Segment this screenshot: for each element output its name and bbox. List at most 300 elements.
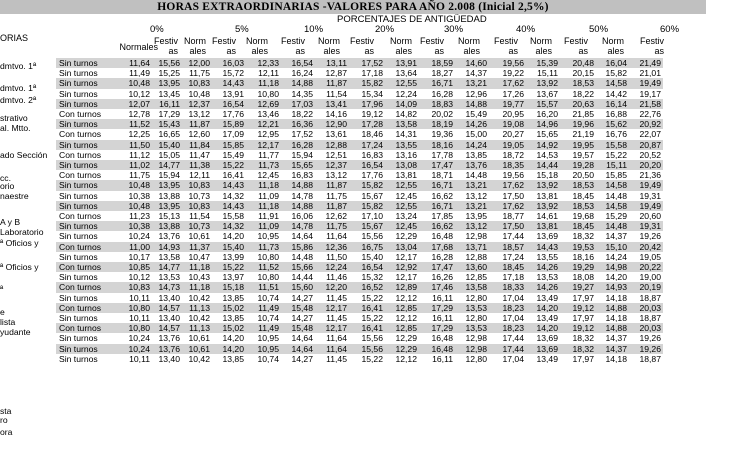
rate-cell: 16,28 xyxy=(419,89,455,99)
table-row xyxy=(56,119,663,129)
category-label: strativo xyxy=(0,113,28,123)
rate-cell: 10,83 xyxy=(182,180,212,190)
rate-cell: 17,97 xyxy=(560,293,596,303)
column-header-8-line-0: Norm xyxy=(390,36,412,46)
table-row xyxy=(56,231,663,241)
table-row xyxy=(56,68,663,78)
rate-cell: 14,57 xyxy=(152,323,182,333)
rate-cell: 14,93 xyxy=(596,282,629,292)
table-subtitle: PORCENTAJES DE ANTIGÜEDAD xyxy=(337,14,487,25)
rate-cell: 18,33 xyxy=(489,282,526,292)
rate-cell: 14,18 xyxy=(596,313,629,323)
rate-cell: 13,95 xyxy=(152,201,182,211)
rate-cell: 15,13 xyxy=(152,211,182,221)
column-header-3-line-1: as xyxy=(226,46,236,56)
rate-cell: 10,48 xyxy=(182,89,212,99)
rate-cell: 17,47 xyxy=(419,262,455,272)
rate-cell: 17,52 xyxy=(281,129,315,139)
shift-type-cell: Sin turnos xyxy=(56,221,108,231)
shift-type-cell: Sin turnos xyxy=(56,58,108,68)
rate-cell: 12,88 xyxy=(455,252,489,262)
rate-cell: 15,60 xyxy=(281,282,315,292)
rate-cell: 12,00 xyxy=(182,58,212,68)
rate-cell: 13,49 xyxy=(526,293,560,303)
rate-cell: 16,28 xyxy=(281,140,315,150)
rate-cell: 17,85 xyxy=(419,211,455,221)
rate-cell: 18,32 xyxy=(560,344,596,354)
rate-cell: 12,85 xyxy=(455,272,489,282)
rate-cell: 15,62 xyxy=(596,119,629,129)
rate-cell: 16,11 xyxy=(419,313,455,323)
rate-cell: 20,63 xyxy=(560,99,596,109)
rate-cell: 16,04 xyxy=(596,58,629,68)
rate-cell: 15,82 xyxy=(349,201,385,211)
rate-cell: 15,49 xyxy=(212,150,246,160)
rate-cell: 14,16 xyxy=(315,109,349,119)
shift-type-cell: Sin turnos xyxy=(56,119,108,129)
rate-cell: 12,60 xyxy=(182,129,212,139)
category-label: dmtvo. 1ª xyxy=(0,83,37,93)
rate-cell: 14,37 xyxy=(596,333,629,343)
rate-cell: 12,24 xyxy=(385,89,419,99)
column-header-7-line-0: Festiv xyxy=(349,36,374,46)
rate-cell: 18,27 xyxy=(419,68,455,78)
column-header-13-line-0: Festiv xyxy=(563,36,588,46)
rate-cell: 22,76 xyxy=(629,109,663,119)
shift-type-cell: Sin turnos xyxy=(56,231,108,241)
category-label: ro xyxy=(0,415,8,425)
rate-cell: 18,72 xyxy=(489,150,526,160)
rate-cell: 17,62 xyxy=(489,78,526,88)
table-row xyxy=(56,201,663,211)
rate-cell: 13,04 xyxy=(385,242,419,252)
rate-cell: 14,18 xyxy=(596,293,629,303)
rate-cell: 17,03 xyxy=(281,99,315,109)
rate-cell: 13,40 xyxy=(152,354,182,364)
table-row xyxy=(56,252,663,262)
rate-cell: 17,24 xyxy=(489,252,526,262)
rate-cell: 17,10 xyxy=(349,211,385,221)
rate-cell: 20,03 xyxy=(629,323,663,333)
rate-cell: 19,95 xyxy=(560,140,596,150)
percentage-header-5: 5% xyxy=(235,24,249,35)
rate-cell: 16,24 xyxy=(281,68,315,78)
rate-cell: 13,58 xyxy=(385,119,419,129)
rate-cell: 13,88 xyxy=(152,191,182,201)
rate-cell: 14,64 xyxy=(281,344,315,354)
rate-cell: 12,17 xyxy=(315,323,349,333)
rate-cell: 19,12 xyxy=(349,109,385,119)
rate-cell: 11,18 xyxy=(246,201,281,211)
rate-cell: 13,12 xyxy=(455,191,489,201)
rate-cell: 18,32 xyxy=(560,333,596,343)
rate-cell: 12,80 xyxy=(455,354,489,364)
rate-cell: 15,05 xyxy=(152,150,182,160)
rate-cell: 11,75 xyxy=(315,191,349,201)
rate-cell: 18,45 xyxy=(560,191,596,201)
rate-cell: 14,48 xyxy=(281,252,315,262)
rate-cell: 11,50 xyxy=(108,140,152,150)
rate-cell: 18,35 xyxy=(489,160,526,170)
column-header-1-line-1: as xyxy=(168,46,178,56)
rate-cell: 20,42 xyxy=(629,242,663,252)
rate-cell: 13,92 xyxy=(526,180,560,190)
rate-cell: 13,97 xyxy=(212,272,246,282)
rate-cell: 17,46 xyxy=(419,282,455,292)
rate-cell: 13,69 xyxy=(526,333,560,343)
rate-cell: 17,96 xyxy=(349,99,385,109)
rate-cell: 14,58 xyxy=(596,78,629,88)
rate-cell: 12,29 xyxy=(385,344,419,354)
rate-cell: 18,87 xyxy=(629,354,663,364)
rate-cell: 19,56 xyxy=(489,58,526,68)
table-row xyxy=(56,272,663,282)
column-header-0-line-0: Normales xyxy=(119,42,158,52)
rate-cell: 11,50 xyxy=(315,252,349,262)
rate-cell: 16,41 xyxy=(349,303,385,313)
rate-cell: 15,56 xyxy=(152,58,182,68)
rate-cell: 20,20 xyxy=(629,160,663,170)
rate-cell: 20,02 xyxy=(419,109,455,119)
rate-cell: 14,20 xyxy=(526,323,560,333)
rate-cell: 10,42 xyxy=(182,293,212,303)
column-header-12-line-0: Norm xyxy=(530,36,552,46)
table-row xyxy=(56,129,663,139)
rate-cell: 12,55 xyxy=(385,78,419,88)
rate-cell: 15,94 xyxy=(281,150,315,160)
table-row xyxy=(56,170,663,180)
rate-cell: 13,40 xyxy=(152,313,182,323)
rate-cell: 10,95 xyxy=(246,333,281,343)
rate-cell: 14,09 xyxy=(385,99,419,109)
rate-cell: 10,24 xyxy=(108,231,152,241)
rate-cell: 14,43 xyxy=(212,180,246,190)
rate-cell: 12,45 xyxy=(246,170,281,180)
rate-cell: 13,45 xyxy=(152,89,182,99)
rate-cell: 21,58 xyxy=(629,99,663,109)
rate-cell: 16,11 xyxy=(419,354,455,364)
rate-cell: 11,13 xyxy=(182,323,212,333)
rate-cell: 13,21 xyxy=(455,180,489,190)
rate-cell: 18,45 xyxy=(489,262,526,272)
rate-cell: 15,85 xyxy=(212,140,246,150)
rate-cell: 14,48 xyxy=(455,170,489,180)
rate-cell: 14,43 xyxy=(212,201,246,211)
column-header-15-line-1: as xyxy=(654,46,664,56)
category-label: A y B xyxy=(0,217,21,227)
rate-cell: 15,10 xyxy=(596,242,629,252)
rate-cell: 19,08 xyxy=(489,119,526,129)
rate-cell: 15,94 xyxy=(152,170,182,180)
rate-cell: 20,60 xyxy=(629,211,663,221)
rate-cell: 13,58 xyxy=(152,252,182,262)
rate-cell: 17,68 xyxy=(419,242,455,252)
rate-cell: 10,73 xyxy=(182,221,212,231)
rate-cell: 17,50 xyxy=(489,191,526,201)
rate-cell: 17,24 xyxy=(349,140,385,150)
rate-cell: 12,07 xyxy=(108,99,152,109)
table-row xyxy=(56,160,663,170)
rate-cell: 18,16 xyxy=(560,252,596,262)
rate-cell: 19,26 xyxy=(629,333,663,343)
rate-cell: 15,48 xyxy=(281,323,315,333)
rate-cell: 15,11 xyxy=(596,160,629,170)
rate-cell: 10,95 xyxy=(246,231,281,241)
rate-cell: 14,77 xyxy=(152,262,182,272)
table-row xyxy=(56,150,663,160)
rate-cell: 12,36 xyxy=(315,242,349,252)
rate-cell: 11,12 xyxy=(108,150,152,160)
rate-cell: 15,58 xyxy=(212,211,246,221)
rate-cell: 20,52 xyxy=(629,150,663,160)
rate-cell: 14,82 xyxy=(385,109,419,119)
rate-cell: 12,29 xyxy=(385,231,419,241)
rate-cell: 13,55 xyxy=(526,252,560,262)
rate-cell: 13,76 xyxy=(455,160,489,170)
rate-cell: 10,80 xyxy=(108,303,152,313)
rate-cell: 19,17 xyxy=(629,89,663,99)
rate-cell: 11,87 xyxy=(315,180,349,190)
rate-cell: 18,32 xyxy=(560,231,596,241)
category-label: Laboratorio xyxy=(0,227,44,237)
rate-cell: 12,55 xyxy=(385,180,419,190)
shift-type-cell: Con turnos xyxy=(56,129,108,139)
rate-cell: 14,35 xyxy=(281,89,315,99)
overtime-rates-table xyxy=(56,58,663,364)
rate-cell: 17,97 xyxy=(560,313,596,323)
rate-cell: 11,77 xyxy=(246,150,281,160)
table-row xyxy=(56,221,663,231)
category-label: cc. xyxy=(0,173,11,183)
rate-cell: 12,21 xyxy=(246,119,281,129)
rate-cell: 16,03 xyxy=(212,58,246,68)
rate-cell: 12,17 xyxy=(246,140,281,150)
rate-cell: 12,92 xyxy=(385,262,419,272)
column-header-6-line-1: ales xyxy=(323,46,340,56)
rate-cell: 14,44 xyxy=(526,160,560,170)
shift-type-cell: Sin turnos xyxy=(56,160,108,170)
rate-cell: 17,62 xyxy=(489,201,526,211)
rate-cell: 14,78 xyxy=(281,221,315,231)
rate-cell: 15,22 xyxy=(596,150,629,160)
rate-cell: 14,37 xyxy=(596,344,629,354)
rate-cell: 21,01 xyxy=(629,68,663,78)
rate-cell: 10,24 xyxy=(108,344,152,354)
rate-cell: 19,53 xyxy=(560,242,596,252)
shift-type-cell: Con turnos xyxy=(56,150,108,160)
percentage-header-40: 40% xyxy=(516,24,536,35)
rate-cell: 16,62 xyxy=(419,221,455,231)
rate-cell: 19,00 xyxy=(629,272,663,282)
column-header-5-line-0: Festiv xyxy=(280,36,305,46)
rate-cell: 15,02 xyxy=(212,303,246,313)
rate-cell: 18,22 xyxy=(560,89,596,99)
rate-cell: 14,37 xyxy=(455,68,489,78)
table-row xyxy=(56,58,663,68)
rate-cell: 12,89 xyxy=(385,282,419,292)
column-header-14-line-1: ales xyxy=(607,46,624,56)
percentage-header-30: 30% xyxy=(444,24,464,35)
rate-cell: 18,57 xyxy=(489,242,526,252)
rate-cell: 15,66 xyxy=(281,262,315,272)
rate-cell: 16,48 xyxy=(419,333,455,343)
rate-cell: 11,46 xyxy=(315,272,349,282)
rate-cell: 14,26 xyxy=(526,262,560,272)
table-row xyxy=(56,303,663,313)
rate-cell: 21,85 xyxy=(560,109,596,119)
rate-cell: 11,52 xyxy=(108,119,152,129)
shift-type-cell: Sin turnos xyxy=(56,78,108,88)
rate-cell: 19,28 xyxy=(560,160,596,170)
rate-cell: 13,64 xyxy=(385,68,419,78)
rate-cell: 16,11 xyxy=(419,293,455,303)
rate-cell: 19,49 xyxy=(629,78,663,88)
rate-cell: 13,81 xyxy=(526,191,560,201)
rate-cell: 13,21 xyxy=(455,78,489,88)
rate-cell: 15,22 xyxy=(349,313,385,323)
rate-cell: 10,24 xyxy=(108,333,152,343)
rate-cell: 15,22 xyxy=(349,293,385,303)
rate-cell: 20,50 xyxy=(560,170,596,180)
column-header-8-line-1: ales xyxy=(395,46,412,56)
rate-cell: 10,61 xyxy=(182,333,212,343)
table-row xyxy=(56,242,663,252)
column-header-2-line-1: ales xyxy=(189,46,206,56)
percentage-header-10: 10% xyxy=(304,24,324,35)
rate-cell: 15,86 xyxy=(281,242,315,252)
rate-cell: 10,80 xyxy=(246,89,281,99)
rate-cell: 13,40 xyxy=(152,293,182,303)
rate-cell: 16,54 xyxy=(281,58,315,68)
rate-cell: 15,11 xyxy=(526,68,560,78)
rate-cell: 14,88 xyxy=(455,99,489,109)
rate-cell: 18,53 xyxy=(560,78,596,88)
rate-cell: 15,40 xyxy=(349,252,385,262)
category-label: yudante xyxy=(0,327,31,337)
rate-cell: 14,92 xyxy=(526,140,560,150)
rate-cell: 12,29 xyxy=(385,333,419,343)
rate-cell: 14,64 xyxy=(281,333,315,343)
rate-cell: 20,19 xyxy=(629,282,663,292)
rate-cell: 11,75 xyxy=(182,68,212,78)
rate-cell: 10,74 xyxy=(246,313,281,323)
rate-cell: 14,20 xyxy=(212,333,246,343)
rate-cell: 11,37 xyxy=(182,242,212,252)
rate-cell: 17,29 xyxy=(419,323,455,333)
rate-cell: 19,12 xyxy=(560,303,596,313)
rate-cell: 15,72 xyxy=(212,68,246,78)
rate-cell: 10,61 xyxy=(182,344,212,354)
rate-cell: 13,69 xyxy=(526,344,560,354)
rate-cell: 13,41 xyxy=(315,99,349,109)
rate-cell: 12,12 xyxy=(385,354,419,364)
table-row xyxy=(56,211,663,221)
shift-type-cell: Sin turnos xyxy=(56,89,108,99)
column-header-9-line-0: Festiv xyxy=(419,36,444,46)
rate-cell: 10,38 xyxy=(108,191,152,201)
shift-type-cell: Con turnos xyxy=(56,211,108,221)
rate-cell: 19,26 xyxy=(629,231,663,241)
rate-cell: 12,37 xyxy=(315,160,349,170)
rate-cell: 12,20 xyxy=(315,282,349,292)
rate-cell: 15,29 xyxy=(596,211,629,221)
category-label: dmtvo. 2ª xyxy=(0,95,37,105)
rate-cell: 16,14 xyxy=(596,99,629,109)
rate-cell: 19,27 xyxy=(560,282,596,292)
rate-cell: 19,49 xyxy=(629,180,663,190)
percentage-header-60: 60% xyxy=(660,24,680,35)
rate-cell: 11,45 xyxy=(315,354,349,364)
rate-cell: 19,57 xyxy=(560,150,596,160)
rate-cell: 18,46 xyxy=(349,129,385,139)
category-label: al. Mtto. xyxy=(0,123,31,133)
rate-cell: 11,18 xyxy=(182,262,212,272)
shift-type-cell: Con turnos xyxy=(56,262,108,272)
rate-cell: 17,97 xyxy=(560,354,596,364)
rate-cell: 13,95 xyxy=(152,78,182,88)
shift-type-cell: Con turnos xyxy=(56,323,108,333)
rate-cell: 10,17 xyxy=(108,252,152,262)
rate-cell: 16,41 xyxy=(349,323,385,333)
table-row xyxy=(56,293,663,303)
rate-cell: 16,71 xyxy=(419,78,455,88)
rate-cell: 20,95 xyxy=(489,109,526,119)
rate-cell: 15,25 xyxy=(152,68,182,78)
rate-cell: 16,41 xyxy=(212,170,246,180)
rate-cell: 12,90 xyxy=(315,119,349,129)
rate-cell: 17,62 xyxy=(489,180,526,190)
rate-cell: 14,42 xyxy=(596,89,629,99)
rate-cell: 19,12 xyxy=(560,323,596,333)
rate-cell: 14,88 xyxy=(596,303,629,313)
shift-type-cell: Con turnos xyxy=(56,303,108,313)
rate-cell: 14,88 xyxy=(281,201,315,211)
rate-cell: 16,06 xyxy=(281,211,315,221)
rate-cell: 16,48 xyxy=(419,231,455,241)
rate-cell: 10,12 xyxy=(108,89,152,99)
table-row xyxy=(56,323,663,333)
rate-cell: 14,18 xyxy=(596,354,629,364)
page-title: HORAS EXTRAORDINARIAS -VALORES PARA AÑO 2.008 (Inicial 2,5%) xyxy=(0,0,706,14)
rate-cell: 18,45 xyxy=(560,221,596,231)
category-label: orio xyxy=(0,181,15,191)
rate-cell: 18,83 xyxy=(419,99,455,109)
rate-cell: 17,28 xyxy=(349,119,385,129)
column-header-2-line-0: Norm xyxy=(184,36,206,46)
rate-cell: 16,76 xyxy=(596,129,629,139)
rate-cell: 14,48 xyxy=(596,191,629,201)
rate-cell: 15,00 xyxy=(455,129,489,139)
rate-cell: 10,80 xyxy=(246,252,281,262)
rate-cell: 13,53 xyxy=(152,272,182,282)
rate-cell: 11,09 xyxy=(246,191,281,201)
rate-cell: 11,54 xyxy=(182,211,212,221)
rate-cell: 14,26 xyxy=(526,282,560,292)
rate-cell: 13,76 xyxy=(152,344,182,354)
rate-cell: 11,64 xyxy=(108,58,152,68)
rate-cell: 16,20 xyxy=(526,109,560,119)
rate-cell: 15,22 xyxy=(349,354,385,364)
table-row xyxy=(56,354,663,364)
rate-cell: 17,76 xyxy=(349,170,385,180)
rate-cell: 14,20 xyxy=(212,231,246,241)
rate-cell: 11,45 xyxy=(315,313,349,323)
rate-cell: 15,58 xyxy=(596,140,629,150)
column-header-6-line-0: Norm xyxy=(318,36,340,46)
rate-cell: 14,73 xyxy=(152,282,182,292)
rate-cell: 10,61 xyxy=(182,231,212,241)
shift-type-cell: Con turnos xyxy=(56,170,108,180)
